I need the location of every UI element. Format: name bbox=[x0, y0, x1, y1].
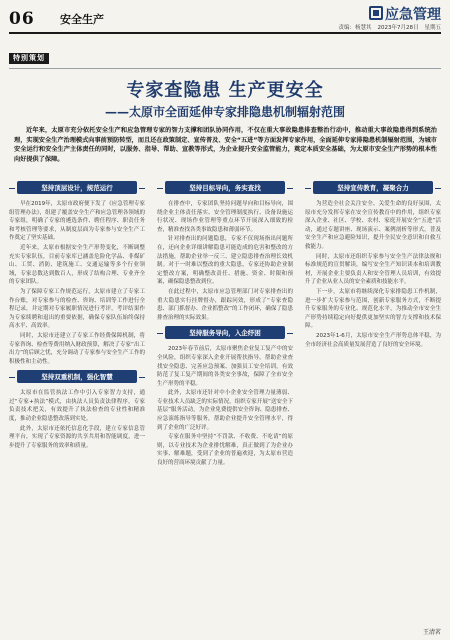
body-paragraph: 针对排查出的问题隐患，专家不仅现场指出问题所在，还向企业详细讲解隐患可能造成的危害和整改的方法措施，帮助企业举一反三、建立隐患排查治理长效机制。对于一时难以整改的重大隐患，专家还协助企业制定整改方案，明确整改责任、措施、资金、时限和预案，确保隐患整改到位。 bbox=[157, 236, 293, 286]
masthead-title: 应急管理 bbox=[385, 7, 441, 23]
section-title: 坚持服务导向，入企纾困 bbox=[165, 326, 285, 339]
section-name: 安全生产 bbox=[60, 13, 104, 26]
masthead bbox=[291, 4, 441, 30]
body-paragraph: 2023年1-6月，太原市安全生产形势总体平稳，为全市经济社会高质量发展营造了良好的安全环境。 bbox=[305, 332, 441, 348]
logo-square-icon bbox=[369, 6, 383, 20]
body-paragraph: 同时，太原市还组织专家参与安全生产法律法规和标准规范的宣贯解读，编写安全生产知识读本和培训教材，开展企业主要负责人和安全管理人员培训，有效提升了企业从业人员的安全素质和技能水平。 bbox=[305, 253, 441, 286]
page-header bbox=[0, 0, 450, 42]
body-paragraph: 下一步，太原市将继续深化专家排隐患工作机制，进一步扩大专家参与范围，创新专家服务方式，不断提升专家服务的专业化、规范化水平，为推动全市安全生产形势持续稳定向好提供更加坚实的智力支撑和技术保障。 bbox=[305, 288, 441, 330]
section-title: 坚持目标导向，务实查找 bbox=[165, 181, 285, 194]
body-paragraph: 此外，太原市还依托信息化手段，建立专家信息管理平台，实现了专家资源的共享共用和智能调度，进一步提升了专家服务的效率和质量。 bbox=[9, 425, 145, 449]
masthead-meta bbox=[332, 23, 441, 31]
meta-date: 2023年7月28日 bbox=[377, 25, 419, 31]
masthead-logo bbox=[369, 4, 441, 24]
body-paragraph: 2023年春节前后，太原市聚焦企业复工复产中的安全风险，组织专家深入企业开展帮扶指导，帮助企业查找安全隐患、完善应急预案、加强员工安全培训，有效防范了复工复产期间的各类安全事故，保障了全市安全生产形势的平稳。 bbox=[157, 346, 293, 387]
body-paragraph: 近年来，太原市根据安全生产形势变化，不断调整充实专家队伍，目前专家库已涵盖危险化学品、非煤矿山、工贸、消防、建筑施工、交通运输等多个行业领域，专家总数达到数百人，形成了结构合理、专业齐全的专家团队。 bbox=[9, 244, 145, 286]
body-paragraph: 早在2019年，太原市政府便下发了《应急管理专家组管理办法》，组建了覆盖安全生产和应急管理各领域的专家组，明确了专家的遴选条件、聘任程序、职责任务和考核管理等要求，从制度层面为专家参与安全生产工作奠定了坚实基础。 bbox=[9, 201, 145, 242]
article-subhead: ——太原市全面延伸专家排隐患机制辐射范围 bbox=[104, 105, 345, 119]
meta-editor: 责编：杨慧其 bbox=[338, 25, 372, 31]
text-column-3 bbox=[305, 177, 441, 630]
text-column-2 bbox=[157, 177, 293, 630]
body-paragraph: 在此过程中，太原市应急管理部门对专家排查出的重大隐患实行挂牌督办，跟踪问效，形成了“专家查隐患、部门抓督办、企业抓整改”的工作闭环，确保了隐患排查治理的实际效果。 bbox=[157, 288, 293, 321]
body-paragraph: 此外，太原市还针对中小企业安全管理力量薄弱、专业技术人员缺乏的实际情况，组织专家开展“送安全下基层”服务活动，为企业免费提供安全咨询、隐患排查、应急演练指导等服务，帮助企业提升安全管理水平，得到了企业的广泛好评。 bbox=[157, 390, 293, 431]
body-paragraph: 为营造全社会关注安全、关爱生命的良好氛围，太原市充分发挥专家在安全宣传教育中的作用，组织专家深入企业、社区、学校、农村、家庭开展安全“五进”活动，通过专题讲座、现场演示、案例剖析等形式，普及安全生产和应急避险知识，提升全民安全意识和自救互救能力。 bbox=[305, 201, 441, 250]
article-lede: 近年来，太原市充分依托安全生产和应急管理专家的智力支撑和团队协同作用，不仅在重大事故隐患排查整治行动中，推动重大事故隐患得到系统治理，实现安全生产治理模式向事前预防转型，而且还在政策制定、宣传普及、安全“五进”等方面发挥专家作用，全面延伸专家排隐患机制辐射范围，为城市安全运行和安全生产主体责任的同时，以服务、指导、帮助、宣教等形式，为企业提升安全监管能力，奠定本质安全基础，为太原市安全生产形势的根本性向好提供了保障。 bbox=[14, 127, 437, 163]
body-paragraph: 同时，太原市还建立了专家工作经费保障机制，将专家咨询、检查等费用纳入财政预算，解决了专家“出工出力”的后顾之忧，充分调动了专家参与安全生产工作的积极性和主动性。 bbox=[9, 332, 145, 365]
text-column-1 bbox=[9, 177, 145, 630]
header-rule bbox=[9, 32, 441, 34]
body-paragraph: 为了保障专家工作规范运行，太原市建立了专家工作台账，对专家参与的检查、咨询、培训等工作进行全程记录，并定期对专家履职情况进行考评，考评结果作为专家续聘和退出的重要依据，确保专家队伍始终保持高水平、高效率。 bbox=[9, 288, 145, 330]
body-paragraph: 在排查中，专家团队坚持问题导向和目标导向，围绕企业主体责任落实、安全管理制度执行、设备设施运行状况、现场作业管理等重点环节开展深入细致的检查，精准查找各类事故隐患和薄弱环节。 bbox=[157, 201, 293, 233]
page-number: 06 bbox=[9, 9, 35, 29]
body-paragraph: 专家在服务中坚持“不罚款、不收费、不吃请”的原则，以专业技术为企业排忧解难，真正做到了为企业办实事、解难题，受到了企业的普遍欢迎，为太原市营造良好的营商环境贡献了力量。 bbox=[157, 434, 293, 467]
section-title: 坚持宣传教育，凝聚合力 bbox=[313, 181, 433, 194]
column-tag: 特别策划 bbox=[9, 53, 49, 64]
section-title: 坚持顶层设计，规范运行 bbox=[17, 181, 137, 194]
article-author: 王清茗 bbox=[422, 629, 441, 636]
column-divider bbox=[9, 68, 441, 69]
body-paragraph: 太原市在监管执法工作中引入专家智力支持，通过“专家+执法”模式，由执法人员负责法律程序，专家负责技术把关，有效提升了执法检查的专业性和精准度，推动企业隐患整改落到实处。 bbox=[9, 390, 145, 423]
meta-weekday: 星期五 bbox=[424, 25, 441, 31]
article-headline: 专家查隐患 生产更安全 bbox=[126, 80, 324, 101]
section-title: 坚持双重机制，强化智慧 bbox=[17, 370, 137, 383]
